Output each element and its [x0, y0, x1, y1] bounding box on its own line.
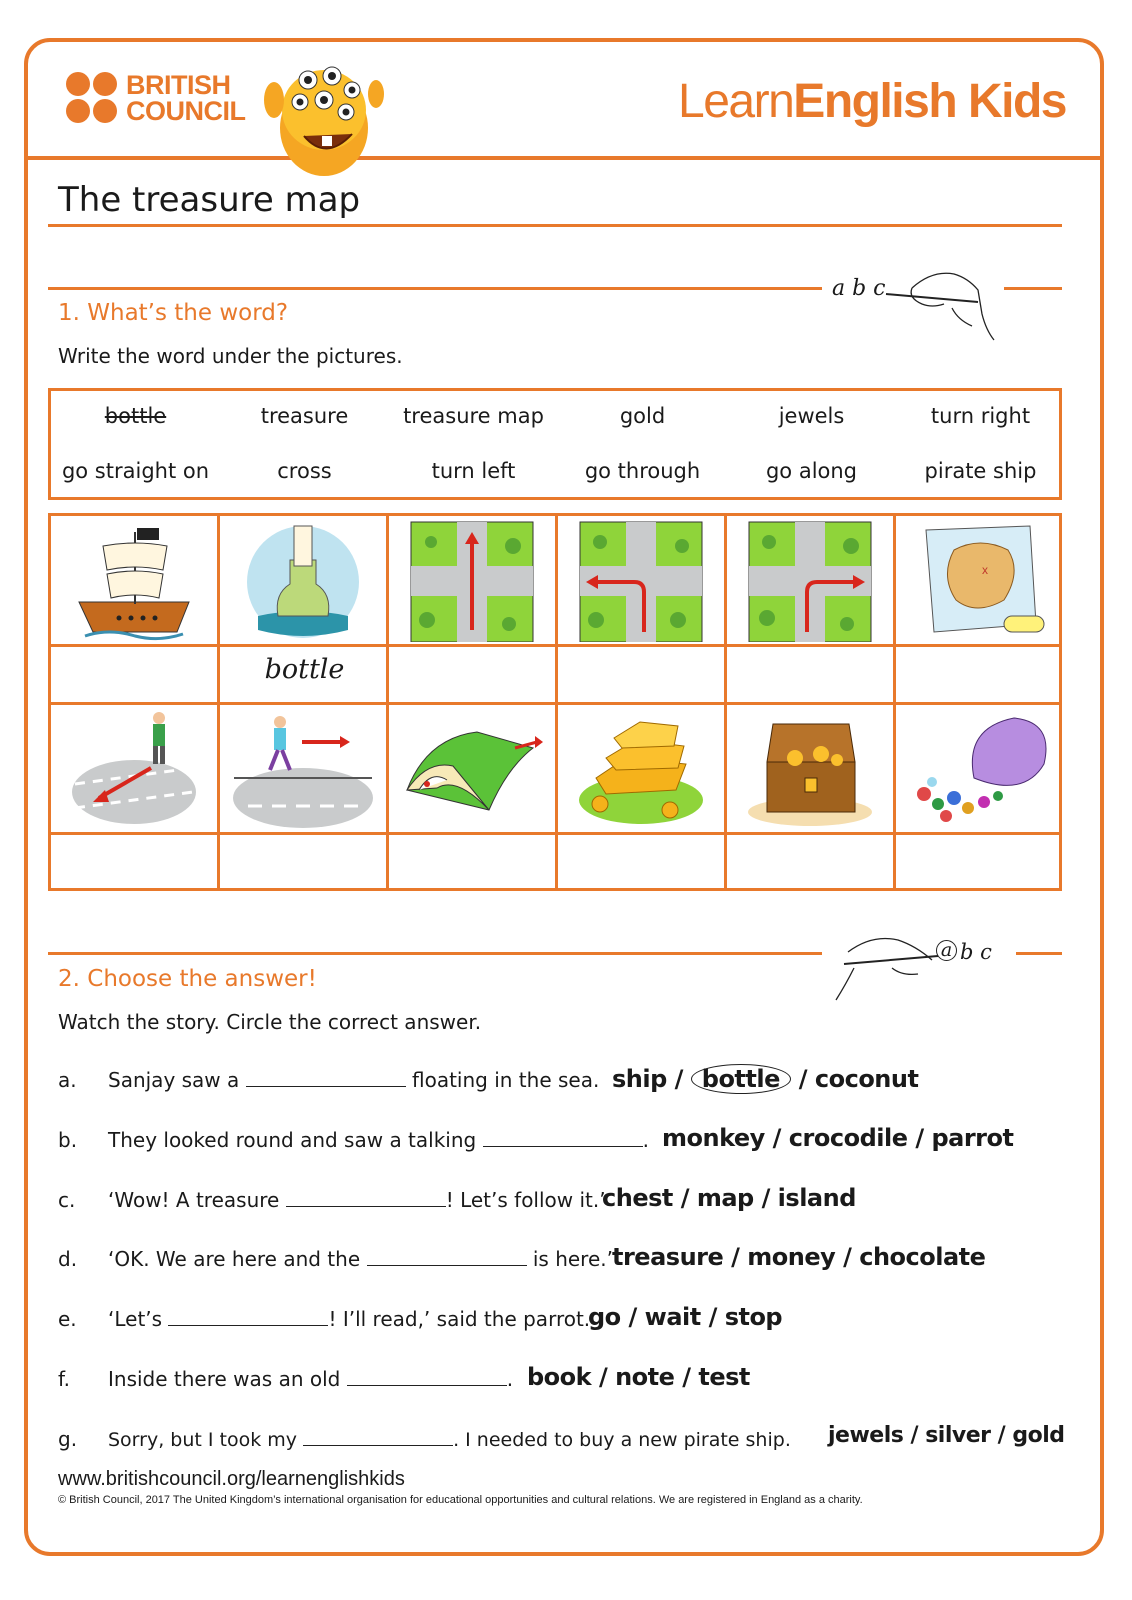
section2-title: 2. Choose the answer! — [58, 966, 317, 992]
bc-logo-line2: COUNCIL — [126, 96, 246, 126]
answer-blank[interactable] — [168, 1307, 328, 1326]
title-underline — [48, 224, 1062, 227]
answer-blank[interactable] — [286, 1188, 446, 1207]
answer-blank[interactable] — [483, 1128, 643, 1147]
section1-divider-right — [1004, 287, 1062, 290]
circled-option[interactable]: bottle — [691, 1064, 791, 1094]
section2-hand-label: b c — [960, 940, 992, 964]
gold-icon — [566, 708, 716, 830]
learnenglish-kids-logo: LearnEnglish Kids — [678, 75, 1066, 128]
word-bank-item: gold — [619, 404, 666, 428]
question-text: ‘Wow! A treasure ! Let’s follow it.’ — [108, 1188, 606, 1212]
turn-left-icon — [566, 520, 716, 642]
question-letter: f. — [58, 1367, 70, 1391]
question-text: Sorry, but I took my . I needed to buy a new pirate ship. — [108, 1429, 791, 1451]
question-letter: b. — [58, 1128, 78, 1152]
word-bank-item: bottle — [104, 404, 167, 428]
question-letter: d. — [58, 1247, 78, 1271]
question-letter: a. — [58, 1068, 77, 1092]
question-letter: c. — [58, 1188, 76, 1212]
answer-blank[interactable] — [367, 1247, 527, 1266]
picture-grid — [48, 513, 1062, 891]
svg-text:x: x — [982, 563, 988, 577]
answer-options[interactable]: monkey / crocodile / parrot — [662, 1124, 1014, 1152]
section1-hand-label: a b c — [832, 276, 886, 301]
treasure-chest-icon — [735, 708, 885, 830]
writing-hand-icon — [882, 264, 998, 344]
header-divider — [28, 156, 1100, 160]
section2-divider-right — [1016, 952, 1062, 955]
word-bank-item: cross — [277, 459, 332, 483]
word-bank-item: turn right — [930, 404, 1031, 428]
section2-instruction: Watch the story. Circle the correct answer. — [58, 1010, 482, 1034]
word-bank-item: go through — [584, 459, 701, 483]
word-bank-item: treasure — [260, 404, 349, 428]
word-bank-item: go along — [765, 459, 858, 483]
question-text: ‘Let’s ! I’ll read,’ said the parrot. — [108, 1307, 591, 1331]
word-bank-item: turn left — [431, 459, 516, 483]
answer-blank[interactable] — [303, 1427, 453, 1446]
answer-blank[interactable] — [246, 1068, 406, 1087]
go-straight-on-icon — [397, 520, 547, 642]
footer-url[interactable]: www.britishcouncil.org/learnenglishkids — [58, 1468, 405, 1490]
question-text: Sanjay saw a floating in the sea. — [108, 1068, 600, 1092]
word-bank-item: pirate ship — [924, 459, 1037, 483]
page-title: The treasure map — [58, 180, 361, 220]
monster-mascot-icon — [256, 50, 386, 180]
bottle-icon — [228, 520, 378, 642]
question-text: Inside there was an old . — [108, 1367, 514, 1391]
question-letter: e. — [58, 1307, 77, 1331]
treasure-map-icon — [904, 520, 1054, 642]
section1-title: 1. What’s the word? — [58, 300, 289, 326]
word-bank-item: jewels — [778, 404, 845, 428]
question-text: ‘OK. We are here and the is here.’ — [108, 1247, 613, 1271]
turn-right-icon — [735, 520, 885, 642]
question-text: They looked round and saw a talking . — [108, 1128, 649, 1152]
footer-copyright: © British Council, 2017 The United Kingdom’s international organisation for educational opportunities and cultural relations. We are registered in England as a charity. — [58, 1494, 863, 1506]
word-bank — [48, 388, 1062, 500]
section1-instruction: Write the word under the pictures. — [58, 344, 403, 368]
answer-options[interactable]: chest / map / island — [602, 1184, 856, 1212]
section2-divider — [48, 952, 822, 955]
answer-options[interactable]: jewels / silver / gold — [828, 1423, 1065, 1448]
answer-options[interactable]: book / note / test — [527, 1363, 750, 1391]
answer-options[interactable]: go / wait / stop — [588, 1303, 783, 1331]
cross-icon — [228, 708, 378, 830]
jewels-icon — [904, 708, 1054, 830]
pirate-ship-icon — [59, 520, 209, 642]
section1-divider — [48, 287, 822, 290]
writing-hand-icon-2 — [832, 930, 942, 1006]
answer-options: ship / bottle / coconut — [612, 1065, 919, 1093]
word-bank-item: go straight on — [61, 459, 210, 483]
bc-logo-dots — [66, 72, 120, 126]
answer-blank[interactable] — [347, 1367, 507, 1386]
word-bank-item: treasure map — [403, 404, 544, 428]
question-letter: g. — [58, 1427, 78, 1451]
bc-logo-line1: BRITISH — [126, 70, 231, 100]
go-along-icon — [59, 708, 209, 830]
section2-hand-label-circled: a — [936, 940, 957, 961]
example-answer: bottle — [264, 654, 345, 685]
answer-options[interactable]: treasure / money / chocolate — [612, 1243, 986, 1271]
go-through-icon — [397, 708, 547, 830]
